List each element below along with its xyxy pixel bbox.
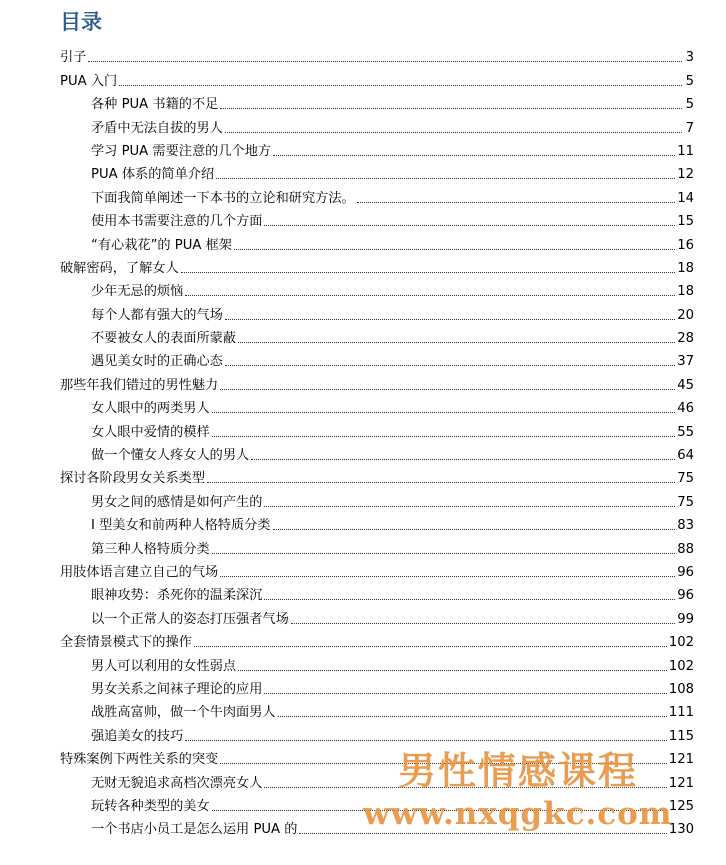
toc-leader-dots <box>212 411 676 413</box>
toc-leader-dots <box>225 318 675 320</box>
toc-leader-dots <box>278 715 667 717</box>
watermark-title: 男性情感课程 <box>398 748 639 793</box>
toc-entry-label: 少年无忌的烦恼 <box>91 284 184 300</box>
toc-entry-page: 130 <box>668 822 694 838</box>
toc-leader-dots <box>207 481 675 483</box>
toc-leader-dots <box>212 435 676 437</box>
toc-entry[interactable] <box>0 207 726 230</box>
toc-entry[interactable] <box>0 370 726 393</box>
toc-entry-page: 96 <box>677 588 694 604</box>
toc-entry-page: 16 <box>677 237 694 253</box>
toc-entry-label: 男女之间的感情是如何产生的 <box>91 494 263 510</box>
toc-leader-dots <box>212 809 667 811</box>
toc-leader-dots <box>291 622 675 624</box>
toc-entry[interactable] <box>0 815 726 838</box>
toc-entry-label: 特殊案例下两性关系的突变 <box>60 752 219 768</box>
toc-entry-page: 64 <box>677 448 694 464</box>
toc-entry[interactable] <box>0 792 726 815</box>
toc-entry-page: 88 <box>677 541 694 557</box>
toc-leader-dots <box>185 294 675 296</box>
toc-entry-page: 15 <box>677 214 694 230</box>
toc-entry-page: 99 <box>677 611 694 627</box>
toc-entry-page: 11 <box>677 143 694 159</box>
toc-entry-label: 无财无貌追求高档次漂亮女人 <box>91 775 263 791</box>
toc-entry[interactable] <box>0 324 726 347</box>
toc-entry-page: 28 <box>677 331 694 347</box>
toc-entry[interactable] <box>0 183 726 206</box>
toc-entry[interactable] <box>0 417 726 440</box>
toc-leader-dots <box>220 575 675 577</box>
toc-leader-dots <box>273 528 676 530</box>
toc-entry-label: 全套情景模式下的操作 <box>60 635 192 651</box>
toc-leader-dots <box>238 341 675 343</box>
toc-entry-page: 102 <box>668 658 694 674</box>
toc-entry[interactable] <box>0 43 726 66</box>
toc-entry-label: 眼神攻势：杀死你的温柔深沉 <box>91 588 263 604</box>
toc-entry[interactable] <box>0 628 726 651</box>
toc-entry[interactable] <box>0 137 726 160</box>
toc-entry-page: 7 <box>685 120 694 136</box>
toc-leader-dots <box>194 645 667 647</box>
toc-entry-page: 75 <box>677 494 694 510</box>
toc-leader-dots <box>185 739 667 741</box>
toc-leader-dots <box>357 201 675 203</box>
watermark-url: www.nxqgkc.com <box>363 796 673 832</box>
toc-entry[interactable] <box>0 277 726 300</box>
toc-leader-dots <box>220 762 667 764</box>
toc-entry-label: 做一个懂女人疼女人的男人 <box>91 448 250 464</box>
toc-entry-label: 学习 PUA 需要注意的几个地方 <box>91 143 272 159</box>
toc-leader-dots <box>88 60 682 62</box>
toc-entry[interactable] <box>0 90 726 113</box>
toc-leader-dots <box>299 832 666 834</box>
toc-entry[interactable] <box>0 768 726 791</box>
table-of-contents <box>0 43 726 838</box>
toc-entry[interactable] <box>0 464 726 487</box>
toc-entry[interactable] <box>0 675 726 698</box>
toc-entry-label: 矛盾中无法自拔的男人 <box>91 120 223 136</box>
toc-entry-page: 108 <box>668 681 694 697</box>
toc-entry-label: 不要被女人的表面所蒙蔽 <box>91 331 237 347</box>
toc-entry-label: 以一个正常人的姿态打压强者气场 <box>91 611 289 627</box>
toc-entry-page: 37 <box>677 354 694 370</box>
toc-entry-label: 遇见美女时的正确心态 <box>91 354 223 370</box>
toc-entry[interactable] <box>0 511 726 534</box>
toc-entry-page: 55 <box>677 424 694 440</box>
toc-entry-page: 75 <box>677 471 694 487</box>
toc-entry-page: 45 <box>677 377 694 393</box>
toc-entry-page: 46 <box>677 401 694 417</box>
toc-entry[interactable] <box>0 651 726 674</box>
toc-leader-dots <box>216 177 675 179</box>
toc-entry[interactable] <box>0 698 726 721</box>
toc-entry-label: 女人眼中的两类男人 <box>91 401 210 417</box>
toc-leader-dots <box>264 224 675 226</box>
toc-leader-dots <box>273 154 675 156</box>
toc-title: 目录 <box>60 10 102 34</box>
toc-leader-dots <box>220 107 682 109</box>
toc-entry-label: 强追美女的技巧 <box>91 728 184 744</box>
toc-leader-dots <box>264 505 675 507</box>
toc-entry[interactable] <box>0 745 726 768</box>
toc-leader-dots <box>225 131 682 133</box>
toc-entry[interactable] <box>0 487 726 510</box>
toc-entry-page: 5 <box>685 73 694 89</box>
toc-entry-page: 125 <box>668 798 694 814</box>
toc-entry-label: 下面我简单阐述一下本书的立论和研究方法。 <box>91 190 355 206</box>
toc-entry-label: I 型美女和前两种人格特质分类 <box>91 518 271 534</box>
toc-leader-dots <box>119 84 682 86</box>
toc-entry-label: PUA 体系的简单介绍 <box>91 167 215 183</box>
toc-entry-label: 那些年我们错过的男性魅力 <box>60 377 219 393</box>
toc-entry[interactable] <box>0 113 726 136</box>
toc-entry-page: 111 <box>668 705 694 721</box>
toc-entry[interactable] <box>0 534 726 557</box>
toc-entry-page: 18 <box>677 260 694 276</box>
toc-entry-label: “有心栽花”的 PUA 框架 <box>91 237 232 253</box>
toc-entry[interactable] <box>0 581 726 604</box>
toc-leader-dots <box>238 669 667 671</box>
toc-entry-page: 83 <box>677 518 694 534</box>
toc-entry-page: 115 <box>668 728 694 744</box>
toc-leader-dots <box>234 248 675 250</box>
toc-entry-label: 引子 <box>60 50 87 66</box>
toc-entry-label: 战胜高富帅，做一个牛肉面男人 <box>91 705 276 721</box>
toc-leader-dots <box>251 458 675 460</box>
toc-entry-label: 玩转各种类型的美女 <box>91 798 210 814</box>
toc-entry-label: 女人眼中爱情的模样 <box>91 424 210 440</box>
toc-entry[interactable] <box>0 254 726 277</box>
toc-entry-label: 使用本书需要注意的几个方面 <box>91 214 263 230</box>
toc-leader-dots <box>264 598 675 600</box>
toc-entry-page: 96 <box>677 564 694 580</box>
toc-entry-page: 102 <box>668 635 694 651</box>
toc-entry-page: 20 <box>677 307 694 323</box>
toc-entry-label: 男女关系之间袜子理论的应用 <box>91 681 263 697</box>
toc-leader-dots <box>225 364 675 366</box>
toc-entry[interactable] <box>0 300 726 323</box>
toc-entry[interactable] <box>0 441 726 464</box>
toc-entry[interactable] <box>0 394 726 417</box>
toc-entry[interactable] <box>0 66 726 89</box>
toc-leader-dots <box>181 271 676 273</box>
toc-entry[interactable] <box>0 347 726 370</box>
toc-entry-label: 破解密码，了解女人 <box>60 260 179 276</box>
toc-leader-dots <box>264 692 666 694</box>
toc-leader-dots <box>212 552 676 554</box>
toc-leader-dots <box>264 786 666 788</box>
toc-entry-page: 12 <box>677 167 694 183</box>
toc-entry[interactable] <box>0 604 726 627</box>
toc-entry-page: 121 <box>668 775 694 791</box>
toc-entry[interactable] <box>0 230 726 253</box>
toc-entry-page: 14 <box>677 190 694 206</box>
toc-entry-label: 一个书店小员工是怎么运用 PUA 的 <box>91 822 298 838</box>
toc-leader-dots <box>220 388 675 390</box>
toc-entry-label: 第三种人格特质分类 <box>91 541 210 557</box>
toc-entry[interactable] <box>0 721 726 744</box>
toc-entry-label: 男人可以利用的女性弱点 <box>91 658 237 674</box>
toc-entry-label: 用肢体语言建立自己的气场 <box>60 564 219 580</box>
toc-entry-label: PUA 入门 <box>60 73 118 89</box>
toc-entry-label: 各种 PUA 书籍的不足 <box>91 97 219 113</box>
toc-entry-page: 3 <box>685 50 694 66</box>
toc-entry-page: 121 <box>668 752 694 768</box>
toc-entry[interactable] <box>0 558 726 581</box>
toc-entry[interactable] <box>0 160 726 183</box>
toc-entry-label: 探讨各阶段男女关系类型 <box>60 471 206 487</box>
toc-entry-label: 每个人都有强大的气场 <box>91 307 223 323</box>
toc-entry-page: 18 <box>677 284 694 300</box>
toc-entry-page: 5 <box>685 97 694 113</box>
